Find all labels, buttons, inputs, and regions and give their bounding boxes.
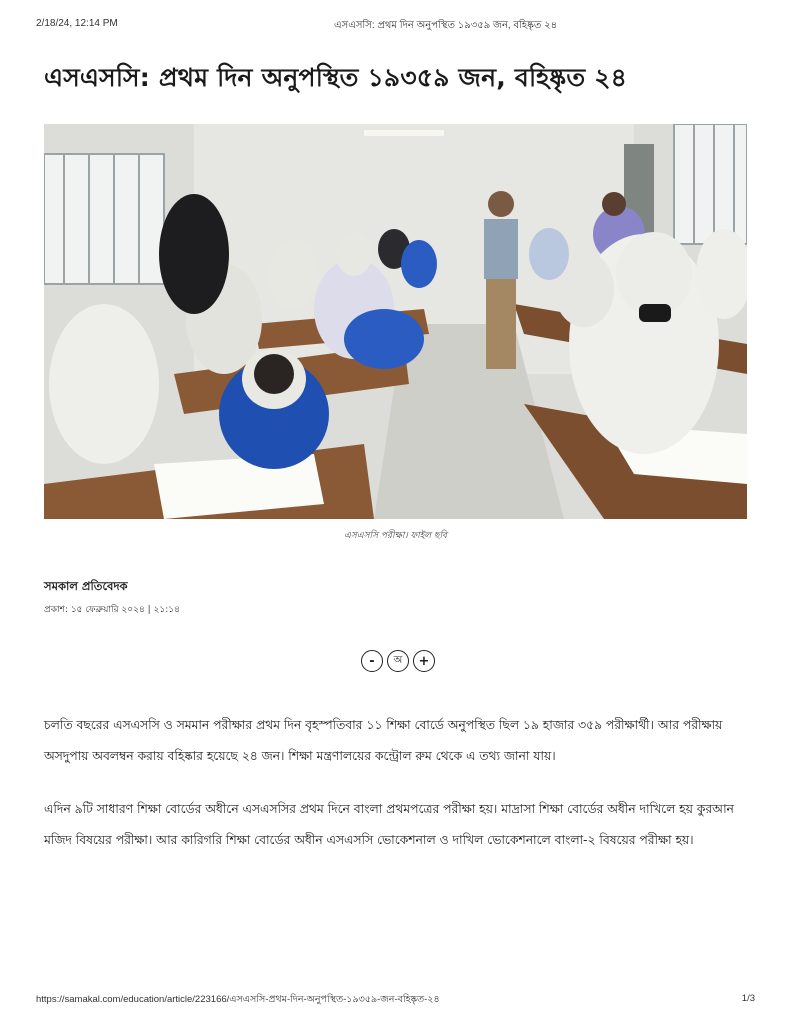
reset-font-button[interactable]: অ [387, 650, 409, 672]
photo-caption: এসএসসি পরীক্ষা। ফাইল ছবি [343, 531, 448, 541]
page-number: 1/3 [741, 993, 755, 1004]
font-size-controls [361, 650, 435, 672]
print-url: https://samakal.com/education/article/223166/এসএসসি-প্রথম-দিন-অনুপস্থিত-১৯৩৫৯-জন-বহিষ্কৃত-২৪ [36, 994, 440, 1005]
article-paragraph: এদিন ৯টি সাধারণ শিক্ষা বোর্ডের অধীনে এসএসসির প্রথম দিনে বাংলা প্রথমপত্রের পরীক্ষা হয়। মাদ্রাসা শিক্ষা বোর্ডের অধীন দাখিলে হয় কুরআন মজিদ বিষয়ের পরীক্ষা। আর কারিগরি শিক্ষা বোর্ডের অধীন এসএসসি ভোকেশনাল ও দাখিল ভোকেশনালে বাংলা-২ বিষয়ের পরীক্ষা হয়। [44, 802, 734, 847]
article-photo [44, 124, 747, 519]
print-datetime: 2/18/24, 12:14 PM [36, 18, 118, 29]
decrease-font-button[interactable]: - [361, 650, 383, 672]
article-headline: এসএসসি: প্রথম দিন অনুপস্থিত ১৯৩৫৯ জন, বহিষ্কৃত ২৪ [44, 63, 628, 92]
exam-hall-photo-illustration [44, 124, 747, 519]
published-date: প্রকাশ: ১৫ ফেব্রুয়ারি ২০২৪ | ২১:১৪ [44, 605, 180, 615]
increase-font-button[interactable]: + [413, 650, 435, 672]
article-paragraph: চলতি বছরের এসএসসি ও সমমান পরীক্ষার প্রথম দিন বৃহস্পতিবার ১১ শিক্ষা বোর্ডে অনুপস্থিত ছিল ১৯ হাজার ৩৫৯ পরীক্ষার্থী। আর পরীক্ষায় অসদুপায় অবলম্বন করায় বহিষ্কার হয়েছে ২৪ জন। শিক্ষা মন্ত্রণালয়ের কন্ট্রোল রুম থেকে এ তথ্য জানা যায়। [44, 718, 723, 763]
print-document-title: এসএসসি: প্রথম দিন অনুপস্থিত ১৯৩৫৯ জন, বহিষ্কৃত ২৪ [334, 20, 558, 31]
byline: সমকাল প্রতিবেদক [44, 579, 128, 593]
